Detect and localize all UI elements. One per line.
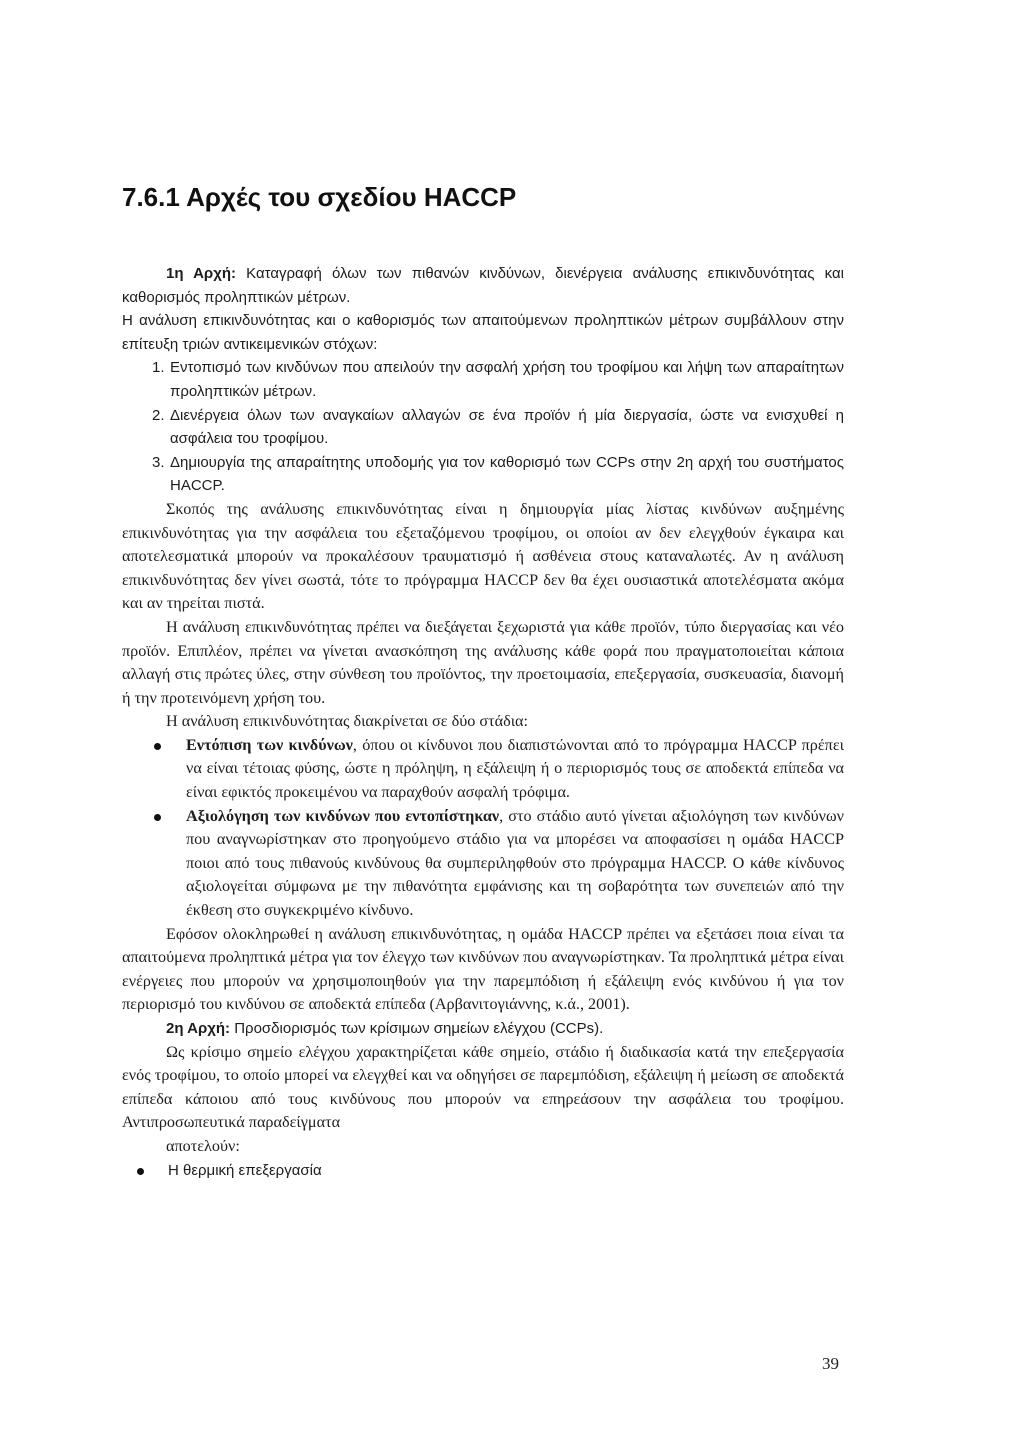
list-item: [186, 805, 844, 923]
example-text: Η θερμική επεξεργασία: [168, 1161, 322, 1179]
principle-2-text: Προσδιορισμός των κρίσιμων σημείων ελέγχου (CCPs).: [230, 1020, 604, 1037]
separate-analysis-paragraph: Η ανάλυση επικινδυνότητας πρέπει να διεξάγεται ξεχωριστά για κάθε προϊόν, τύπο διεργασίας και νέο προϊόν. Επιπλέον, πρέπει να γίνεται ανασκόπηση της ανάλυσης κάθε φορά που πραγματοποιείται κάποια αλλαγή στις πρώτες ύλες, στην σύνθεση του προϊόντος, την προετοιμασία, επεξεργασία, συσκευασία, διανομή ή την προτεινόμενη χρήση του.: [122, 617, 844, 707]
measures-paragraph: Εφόσον ολοκληρωθεί η ανάλυση επικινδυνότητας, η ομάδα HACCP πρέπει να εξετάσει ποια είναι τα απαιτούμενα προληπτικά μέτρα για τον έλεγχο των κινδύνων που αναγνωρίστηκαν. Τα προληπτικά μέτρα είναι ενέργειες που μπορούν να χρησιμοποιηθούν για την παρεμπόδιση ή εξάλειψη ενός κινδύνου ή για τον περιορισμό του κινδύνου σε αποδεκτά επίπεδα (Αρβανιτογιάννης, κ.ά., 2001).: [122, 924, 844, 1014]
list-item: [168, 1159, 844, 1183]
principle-1-text: Καταγραφή όλων των πιθανών κινδύνων, διενέργεια ανάλυσης επικινδυνότητας και καθορισμός προληπτικών μέτρων.: [122, 265, 844, 306]
list-item-text: Διενέργεια όλων των αναγκαίων αλλαγών σε ένα προϊόν ή μία διεργασία, ώστε να ενισχυθεί η ασφάλεια του τροφίμου.: [170, 406, 844, 448]
principle-1-paragraph: [122, 262, 844, 309]
examples-intro: αποτελούν:: [166, 1136, 240, 1155]
section-title: 7.6.1 Αρχές του σχεδίου HACCP: [122, 182, 517, 212]
stage-text: , όπου οι κίνδυνοι που διαπιστώνονται από το πρόγραμμα HACCP πρέπει να είναι τέτοιας φύσης, ώστε η πρόληψη, η εξάλειψη ή ο περιορισμός τους σε αποδεκτά επίπεδα να είναι εφικτός προκειμένου να παραχθούν ασφαλή τρόφιμα.: [186, 735, 844, 802]
principle-2-label: 2η Αρχή:: [166, 1020, 231, 1037]
list-number: 2.: [152, 406, 165, 424]
list-item: [152, 356, 844, 403]
list-item: [186, 734, 844, 805]
list-item: [152, 451, 844, 498]
bullet-icon: [154, 743, 161, 750]
list-number: 1.: [152, 359, 165, 377]
examples-list: [122, 1159, 844, 1183]
list-number: 3.: [152, 453, 165, 471]
intro-paragraph: Η ανάλυση επικινδυνότητας και ο καθορισμός των απαιτούμενων προληπτικών μέτρων συμβάλλουν στην επίτευξη τριών αντικειμενικών στόχων:: [122, 312, 844, 353]
list-item-text: Εντοπισμό των κινδύνων που απειλούν την ασφαλή χρήση του τροφίμου και λήψη των απαραίτητων προληπτικών μέτρων.: [170, 359, 844, 400]
list-item: [152, 404, 844, 451]
stage-text: , στο στάδιο αυτό γίνεται αξιολόγηση των κινδύνων που αναγνωρίστηκαν στο προηγούμενο στάδιο για να μπορέσει να αποφασίσει η ομάδα HACCP ποιοι από τους πιθανούς κινδύνους θα συμπεριληφθούν στο πρόγραμμα HACCP. Ο κάθε κίνδυνος αξιολογείται σύμφωνα με την πιθανότητα εμφάνισης και τη σοβαρότητα των συνεπειών από την έκθεση στο συγκεκριμένο κίνδυνο.: [186, 806, 844, 920]
bullet-icon: [137, 1168, 144, 1175]
list-item-text: Δημιουργία της απαραίτητης υποδομής για τον καθορισμό των CCPs στην 2η αρχή του συστήματος HACCP.: [170, 453, 844, 495]
purpose-paragraph: Σκοπός της ανάλυσης επικινδυνότητας είναι η δημιουργία μίας λίστας κινδύνων αυξημένης επικινδυνότητας για την ασφάλεια του εξεταζόμενου τροφίμου, οι οποίοι αν δεν ελεγχθούν έγκαιρα και αποτελεσματικά μπορούν να προκαλέσουν τραυματισμό ή ασθένεια στους καταναλωτές. Αν η ανάλυση επικινδυνότητας δεν γίνει σωστά, τότε το πρόγραμμα HACCP δεν θα έχει ουσιαστικά αποτελέσματα ακόμα και αν τηρείται πιστά.: [122, 499, 844, 613]
ccp-paragraph: Ως κρίσιμο σημείο ελέγχου χαρακτηρίζεται κάθε σημείο, στάδιο ή διαδικασία κατά την επεξεργασία ενός τροφίμου, το οποίο μπορεί να ελεγχθεί και να οδηγήσει σε παρεμπόδιση, εξάλειψη ή μείωση σε αποδεκτά επίπεδα κάποιου από τους κινδύνους που μπορούν να επηρεάσουν την ασφάλεια του τροφίμου. Αντιπροσωπευτικά παραδείγματα: [122, 1042, 844, 1132]
document-body: [122, 262, 844, 1182]
principle-2-paragraph: [122, 1017, 844, 1041]
stages-list: [122, 734, 844, 923]
principle-1-label: 1η Αρχή:: [166, 265, 236, 282]
page-number: 39: [822, 1354, 839, 1373]
stage-label: Αξιολόγηση των κινδύνων που εντοπίστηκαν: [186, 806, 500, 825]
objectives-list: [122, 356, 844, 498]
stage-label: Εντόπιση των κινδύνων: [186, 735, 353, 754]
stages-intro-paragraph: Η ανάλυση επικινδυνότητας διακρίνεται σε δύο στάδια:: [166, 712, 529, 731]
bullet-icon: [154, 814, 161, 821]
